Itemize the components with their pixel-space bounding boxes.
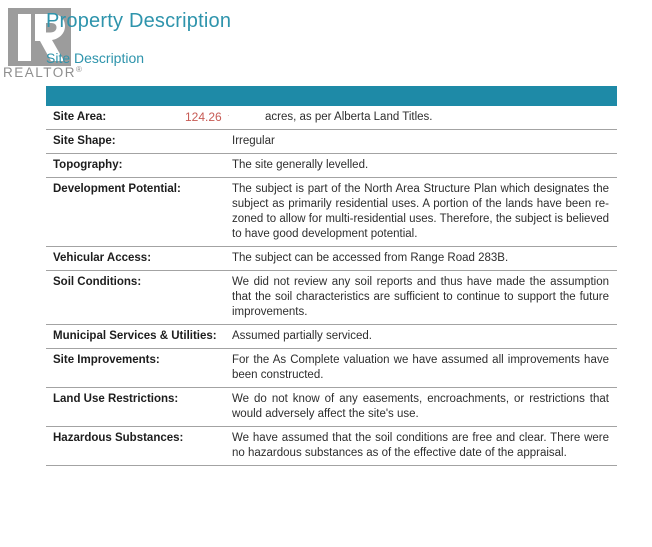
table-row-municipal-services — [46, 325, 617, 349]
row-value: The subject can be accessed from Range Road 283B. — [232, 252, 509, 264]
section-subtitle: Site Description — [46, 50, 145, 66]
site-area-text: acres, as per Alberta Land Titles. — [265, 111, 433, 123]
row-label: Soil Conditions: — [53, 276, 142, 288]
table-row-vehicular-access — [46, 247, 617, 271]
footnote-mark: · — [227, 111, 230, 120]
site-area-number: 124.26 — [185, 110, 222, 124]
row-label: Vehicular Access: — [53, 252, 152, 264]
table-row-site-improvements — [46, 349, 617, 388]
row-label: Land Use Restrictions: — [53, 393, 179, 405]
row-value — [185, 106, 617, 129]
table-row-topography — [46, 154, 617, 178]
table-row-site-area — [46, 106, 617, 130]
registered-trademark-icon: ® — [76, 65, 82, 74]
row-value: Assumed partially serviced. — [232, 330, 372, 342]
row-label: Development Potential: — [53, 183, 181, 195]
row-value: We have assumed that the soil conditions are free and clear. There were no hazardous substances as of the effective date of the appraisal. — [232, 432, 609, 459]
table-row-hazardous-substances — [46, 427, 617, 466]
table-row-development-potential — [46, 178, 617, 247]
row-value: The subject is part of the North Area Structure Plan which designates the subject as primarily residential uses. A portion of the lands have been re-zoned to allow for multi-residential uses. Therefore, the subject is believed to have good development potential. — [232, 183, 609, 240]
table-row-soil-conditions — [46, 271, 617, 325]
row-label: Hazardous Substances: — [53, 432, 184, 444]
row-label: Municipal Services & Utilities: — [53, 330, 217, 342]
row-value: We do not know of any easements, encroachments, or restrictions that would adversely affect the site's use. — [232, 393, 609, 420]
section-header-bar — [46, 86, 617, 106]
realtor-brand-text — [3, 65, 82, 80]
row-label: Topography: — [53, 159, 123, 171]
table-row-site-shape — [46, 130, 617, 154]
page-title: Property Description — [46, 10, 232, 32]
row-value: We did not review any soil reports and thus have made the assumption that the soil characteristics are sufficient to continue to support the future improvements. — [232, 276, 609, 318]
site-description-table — [46, 106, 617, 466]
row-label: Site Shape: — [53, 135, 116, 147]
row-value: The site generally levelled. — [232, 159, 369, 171]
row-value: Irregular — [232, 135, 275, 147]
row-label: Site Area: — [53, 111, 107, 123]
table-row-land-use-restrictions — [46, 388, 617, 427]
brand-label: REALTOR — [3, 65, 77, 80]
row-label: Site Improvements: — [53, 354, 160, 366]
row-value: For the As Complete valuation we have assumed all improvements have been constructed. — [232, 354, 609, 381]
